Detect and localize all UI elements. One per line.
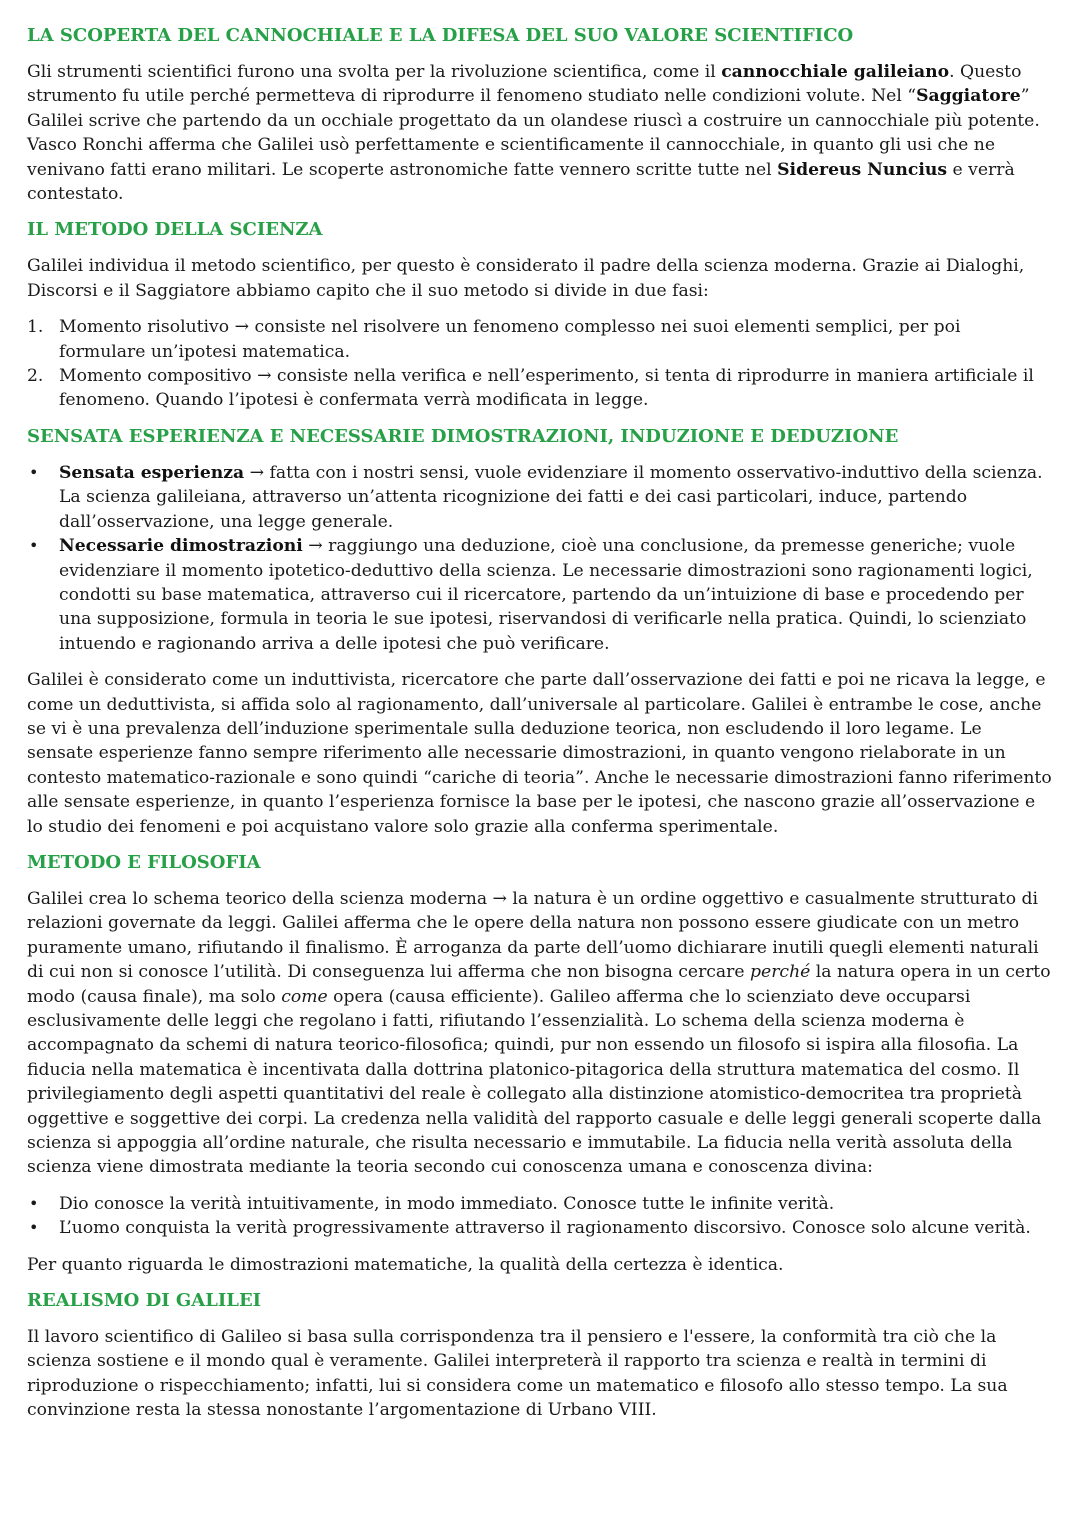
list-item: [27, 534, 1052, 656]
italic-term: come: [281, 986, 328, 1007]
section-esperienza: [27, 425, 1052, 839]
bold-term: cannocchiale galileiano: [721, 62, 950, 82]
paragraph: Galilei individua il metodo scientifico, per questo è considerato il padre della scienza moderna. Grazie ai Dialoghi, Discorsi e il Saggiatore abbiamo capito che il suo metodo si divide in due fasi:: [27, 256, 1025, 301]
section-heading: SENSATA ESPERIENZA E NECESSARIE DIMOSTRAZIONI, INDUZIONE E DEDUZIONE: [27, 425, 899, 447]
list-item-text: Momento compositivo → consiste nella verifica e nell’esperimento, si tenta di riprodurre in maniera artificiale il fenomeno. Quando l’ipotesi è confermata verrà modificata in legge.: [59, 366, 1034, 411]
list-item: [27, 1192, 1052, 1216]
list-item: [27, 315, 1052, 364]
list-item-text: → fatta con i nostri sensi, vuole evidenziare il momento osservativo-induttivo della scienza. La scienza galileiana, attraverso un’attenta ricognizione dei fatti e dei casi particolari, induce, partendo dall’osservazione, una legge generale.: [59, 462, 1043, 532]
bold-term: Sidereus Nuncius: [777, 159, 948, 180]
list-item-text: → raggiungo una deduzione, cioè una conclusione, da premesse generiche; vuole evidenziare il momento ipotetico-deduttivo della scienza. Le necessarie dimostrazioni sono ragionamenti logici, condotti su base matematica, attraverso cui il ricercatore, partendo da un’intuizione di base e procedendo per una supposizione, formula in teoria le sue ipotesi, riservandosi di verificarle nella pratica. Quindi, lo scienziato intuendo e ragionando arriva a delle ipotesi che può verificare.: [59, 536, 1033, 654]
text-run: opera (causa efficiente). Galileo afferma che lo scienziato deve occuparsi esclusivamente delle leggi che regolano i fatti, rifiutando l’essenzialità. Lo schema della scienza moderna è accompagnato da schemi di natura teorico-filosofica; quindi, pur non essendo un filosofo si ispira alla filosofia. La fiducia nella matematica è incentivata dalla dottrina platonico-pitagorica della struttura matematica del cosmo. Il privilegiamento degli aspetti quantitativi del reale è collegato alla distinzione atomistico-democritea tra proprietà oggettive e soggettive dei corpi. La credenza nella validità del rapporto casuale e delle leggi generali scoperte dalla scienza si appoggia all’ordine naturale, che risulta necessario e immutabile. La fiducia nella verità assoluta della scienza viene dimostrata mediante la teoria secondo cui conoscenza umana e conoscenza divina:: [27, 986, 1042, 1178]
list-item: [27, 461, 1052, 534]
bold-term: Saggiatore: [916, 86, 1021, 107]
bullet-icon: •: [29, 462, 39, 482]
bullet-icon: •: [29, 1193, 39, 1213]
bullet-icon: •: [29, 1218, 39, 1238]
text-run: Gli strumenti scientifici furono una svolta per la rivoluzione scientifica, come il: [27, 62, 722, 82]
text-run: la natura opera in un certo modo (causa finale), ma solo: [27, 962, 1051, 1007]
section-filosofia: [27, 851, 1052, 1277]
text-run: Galilei crea lo schema teorico della scienza moderna → la natura è un ordine oggettivo e casualmente strutturato di relazioni governate da leggi. Galilei afferma che le opere della natura non possono essere giudicate con un metro puramente umano, rifiutando il finalismo. È arroganza da parte dell’uomo dichiarare inutili quegli elementi naturali di cui non si conosce l’utilità. Di conseguenza lui afferma che non bisogna cercare: [27, 888, 1039, 983]
list-item-text: Momento risolutivo → consiste nel risolvere un fenomeno complesso nei suoi elementi semplici, per poi formulare un’ipotesi matematica.: [59, 317, 961, 362]
numbered-list: [27, 315, 1052, 413]
section-cannocchiale: [27, 24, 1052, 206]
paragraph: Per quanto riguarda le dimostrazioni matematiche, la qualità della certezza è identica.: [27, 1254, 784, 1275]
paragraph: Il lavoro scientifico di Galileo si basa sulla corrispondenza tra il pensiero e l'essere, la conformità tra ciò che la scienza sostiene e il mondo qual è veramente. Galilei interpreterà il rapporto tra scienza e realtà in termini di riproduzione o rispecchiamento; infatti, lui si considera come un matematico e filosofo allo stesso tempo. La sua convinzione resta la stessa nonostante l’argomentazione di Urbano VIII.: [27, 1327, 1008, 1421]
bullet-icon: •: [29, 536, 39, 556]
paragraph: [27, 60, 1052, 206]
list-number: 1.: [27, 317, 44, 338]
section-heading: METODO E FILOSOFIA: [27, 851, 261, 873]
list-item: [27, 1216, 1052, 1240]
paragraph: [27, 887, 1052, 1180]
text-run: . Questo strumento fu utile perché permetteva di riprodurre il fenomeno studiato nelle condizioni volute. Nel “: [27, 62, 1022, 107]
section-heading: IL METODO DELLA SCIENZA: [27, 219, 323, 241]
text-run: ” Galilei scrive che partendo da un occhiale progettato da un olandese riuscì a costruire un cannocchiale più potente. Vasco Ronchi afferma che Galilei usò perfettamente e scientificamente il cannocchiale, in quanto gli usi che ne venivano fatti erano militari. Le scoperte astronomiche fatte vennero scritte tutte nel: [27, 86, 1040, 180]
list-item-text: Dio conosce la verità intuitivamente, in modo immediato. Conosce tutte le infinite verità.: [59, 1193, 835, 1214]
bullet-list: [27, 1192, 1052, 1241]
list-item: [27, 364, 1052, 413]
section-heading: LA SCOPERTA DEL CANNOCHIALE E LA DIFESA DEL SUO VALORE SCIENTIFICO: [27, 25, 854, 46]
bold-term: Necessarie dimostrazioni: [59, 536, 303, 557]
section-heading: REALISMO DI GALILEI: [27, 1290, 262, 1312]
bold-term: Sensata esperienza: [59, 462, 245, 483]
section-realismo: [27, 1289, 1052, 1423]
italic-term: perché: [750, 962, 811, 983]
list-number: 2.: [27, 366, 44, 387]
list-item-text: L’uomo conquista la verità progressivamente attraverso il ragionamento discorsivo. Conosce solo alcune verità.: [59, 1218, 1031, 1239]
bullet-list: [27, 461, 1052, 656]
paragraph: Galilei è considerato come un induttivista, ricercatore che parte dall’osservazione dei fatti e poi ne ricava la legge, e come un deduttivista, si affida solo al ragionamento, dall’universale al particolare. Galilei è entrambe le cose, anche se vi è una prevalenza dell’induzione sperimentale sulla deduzione teorica, non escludendo il loro legame. Le sensate esperienze fanno sempre riferimento alle necessarie dimostrazioni, in quanto vengono rielaborate in un contesto matematico-razionale e sono quindi “cariche di teoria”. Anche le necessarie dimostrazioni fanno riferimento alle sensate esperienze, in quanto l’esperienza fornisce la base per le ipotesi, che nascono grazie all’osservazione e lo studio dei fenomeni e poi acquistano valore solo grazie alla conferma sperimentale.: [27, 670, 1052, 837]
text-run: e verrà contestato.: [27, 159, 1015, 205]
section-metodo: [27, 218, 1052, 412]
